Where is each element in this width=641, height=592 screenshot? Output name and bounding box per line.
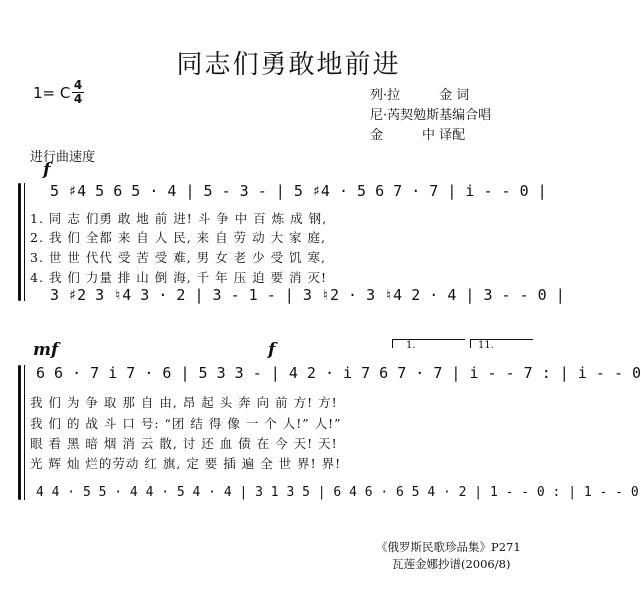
lyric-verse-4-part2: 光 辉 灿 烂的劳动 红 旗, 定 要 插 遍 全 世 界! 界! <box>30 456 342 471</box>
tempo-marking: 进行曲速度 <box>30 150 96 165</box>
performer-credit: 尼·芮契勉斯基编合唱 <box>370 108 492 123</box>
harmony-line-2: 4 4 · 5 5 · 4 4 · 5 4 · 4 | 3 1 3 5 | 6 4 6 · 6 5 4 · 2 | 1 - - 0 : | 1 - - 0 <box>36 485 639 500</box>
lyricist-credit: 列·拉 金 词 <box>370 88 470 103</box>
dynamic-f-2: f <box>268 340 276 360</box>
credits-block <box>370 86 491 146</box>
dynamic-mf: mf <box>33 340 59 360</box>
lyric-verse-3: 3. 世 世 代代 受 苦 受 难, 男 女 老 少 受 饥 寒, <box>30 250 327 265</box>
melody-line-2: 6 6 · 7 i 7 · 6 | 5 3 3 - | 4 2 · i 7 6 7 · 7 | i - - 7 : | i - - 0 <box>36 364 641 382</box>
lyric-verse-1-part2: 我 们 为 争 取 那 自 由, 昂 起 头 奔 向 前 方! 方! <box>30 395 338 410</box>
key-signature: 1= C <box>33 84 71 102</box>
system-1-brace <box>18 183 21 301</box>
translator-credit: 金 中 译配 <box>370 128 466 143</box>
transcriber-note: 瓦莲金娜抄谱(2006/8) <box>392 557 511 571</box>
system-2-barline <box>24 365 25 500</box>
dynamic-f: f <box>43 160 51 180</box>
lyric-verse-2-part2: 我 们 的 战 斗 口 号: “团 结 得 像 一 个 人!” 人!” <box>30 416 342 431</box>
lyric-verse-3-part2: 眼 看 黑 暗 烟 消 云 散, 讨 还 血 债 在 今 天! 天! <box>30 436 338 451</box>
second-ending-label: 11. <box>478 340 494 351</box>
harmony-line-1: 3 ♯2 3 ♮4 3 · 2 | 3 - 1 - | 3 ♮2 · 3 ♮4 2 · 4 | 3 - - 0 | <box>50 286 565 304</box>
melody-line-1: 5 ♯4 5 6 5 · 4 | 5 - 3 - | 5 ♯4 · 5 6 7 · 7 | i - - 0 | <box>50 182 547 200</box>
lyric-verse-2: 2. 我 们 全都 来 自 人 民, 来 自 劳 动 大 家 庭, <box>30 230 327 245</box>
system-1-barline <box>24 183 25 301</box>
lyric-verse-1: 1. 同 志 们勇 敢 地 前 进! 斗 争 中 百 炼 成 钢, <box>30 211 328 226</box>
lyric-verse-4: 4. 我 们 力量 排 山 倒 海, 千 年 压 迫 要 消 灭! <box>30 270 328 285</box>
first-ending-bracket <box>392 339 465 348</box>
first-ending-label: 1. <box>406 340 416 351</box>
time-signature: 4 4 <box>73 78 83 106</box>
source-citation: 《俄罗斯民歌珍品集》P271 <box>376 540 521 554</box>
song-title: 同志们勇敢地前进 <box>176 50 401 80</box>
system-2-brace <box>18 365 21 500</box>
